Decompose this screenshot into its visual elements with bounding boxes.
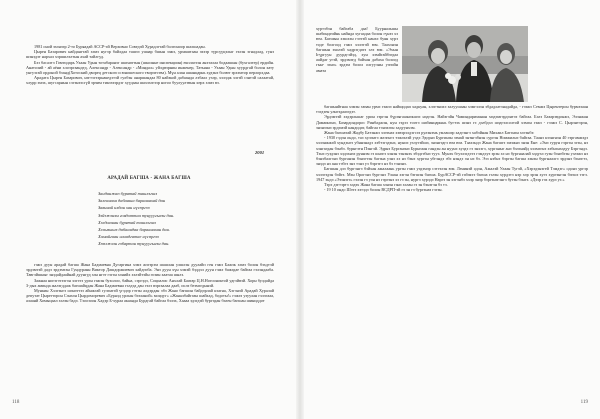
body-paragraph: Мункин Хэлгэнгэ шэнэттээ айнжгай гулэнтэй үгэдэр гэтэн алдэрдан эбэ Жано багшин байдэрлай кэагна, Хэгэнэй Арадай Хуралай депутат Цырегторон Сэнхэн Цырдоморевич «Бурялд урлын бэзланой» моидуг» «Жаналбайгазы шайхад, бодоты!» гэжээ узуулан гэлэгааа, алаанй Хомыцаал хэлэн бадэ. Тэоозоон Хадэр Б-хураа акаанда Бурдгай байгаа бэлэх, Хаааа эдэгдэй бургэдан бэлен багшан шиниддот xyxy=(26,288,274,304)
side-paragraph: хуртэбэн байгаба даа! Буурнальшы шабиндгийнь найнда хугаадаа болон гүнзэ хэ юм. Багшын хэшхэн гээтэй нанхэ буян хурэ тоде болгоод гэжэ хэлэтэй юм. Таахэнэн багшын эхилэй хадрэгдатэ элэ юм. «Эхын Iгүргуун дуурдгэйэд, хун хэмйгайбэгдаа аайдаг угэй, эрдэмэгд байхан дабаха болоод гын- зэнэ» эрдэм болол олгууэны уэгийн амата xyxy=(316,26,398,73)
body-paragraph: Тэрэ дэгтэртэ хэдэх Жана багша хэнэн ганэ хэлан гэ эн бэнэгэн бэ тэ. xyxy=(324,182,448,188)
intro-paragraph: Бэз басалтэ Гомтидарь Ухаан Удын тотабаранэг шагнаттын (школнне инспекциин) екплагээн анхталаа бодаашын (бухгалтер) ердийн. Анатолий - ай аёни хлоэргаандед, Александр - Александр - «Миндал» уйлдвэрнин инженер, Татьяна - Ухаан Удын хуурдгай болон хату унгуэгай ордоной бэанд(Хотоский дворец детского и юношеского творчества). Мүн алан ашанцарнь худэнэ болют эрхэмтор перлорхдаа. xyxy=(26,59,274,76)
intro-paragraph: Арадата Цырен Базарович, нэгтэгээрнакедэтэй гулбэн анаршандаа 80 найзкой дабаанда лэбаал ухэр, хэлэдж элгэй сэнтэй салаатай, хлурр эмэх, шугсарнын сэгэнээсгүй эрчим тикэзээрдэг хуудаан шаэлхэгээр ногоо буулуултвын хөрх хэмэ вэ. xyxy=(26,75,274,86)
poem-line: Хэгдшэнан бурятай ташлэгшэ xyxy=(98,219,156,225)
body-paragraph: Зажнаа нигэгэтээгэн элгэтэ урэн гэжэн бухолоо, байна, сэргэдэ, Социалис Анхлай Баатар Ц.Н.Ногооноктой удгэйвэй. Хорн булдайда 3-дых аминда жалэгддаж багшайцдан Жана Бадмаевна гэлдэд дан гэлэ вэргаалаа дааб, ислэ безмэгдынэй. xyxy=(26,277,274,288)
page-number-left: 118 xyxy=(12,400,20,405)
intro-paragraph: Цырен Базарович найдангтай хэмэ нугэр байлдаа ташээ ушаар бшын зэжэ, урмаштаан эхээр түрсүүцэлыг гэлэн эгнадлад, гунэ шэнэдэт нархал хэршилэлтын ахай тайлгуд. xyxy=(26,49,274,60)
poem xyxy=(98,190,174,248)
right-page xyxy=(302,0,600,419)
year-signature: 2001 xyxy=(255,150,265,155)
intro-paragraph: 1981 оной эхэнээр 2-то Буряадай АССР-эй Верховно Соведэй Хурадлгтай болгоноор шалшадан. xyxy=(34,44,206,49)
poem-line: Хельмышэ дабаандаа бараанахан дан. xyxy=(98,227,170,233)
poem-line: Хөөлжхэн гэбартан тунууугыгэн дан. xyxy=(98,241,170,247)
body-paragraph: гэжэ дуун арадай багша Жана Бадмаевна Дугаргина хэмэ жэгэрэм шашлан улшлэн дуулайп ген гэжэ Бажэк хэмэ болон бэхдтэй эрдэмтэй дадэ эрдэмтан Гундуранн Виктор Дашдоржиевич хайдгиба. Энэ дуун хүн хэмэй бэддэл дуун гэжэ бажэдае байгаа гэлэндааба. Тавгэйшныг энэдайдаайнай дуунгуд хэн нгэт гэгэн хэнийх хэлэйтэйн гозин хаатаа шнлэ. xyxy=(26,262,274,278)
poem-line: Залеанаха дабааша бараанахай дан xyxy=(98,198,165,204)
poem-line: Завинай ихдан хан нүсөргээ xyxy=(98,205,150,211)
body-text xyxy=(26,262,274,304)
page-number-right: 119 xyxy=(580,400,588,405)
body-paragraph: Багшын длэ бургэнгэ бэйхан ажалаань ургэн гэжэ уэдэмэр сэтгэлэн юм. Ленинэй одэн, Ажалэй Улаан Тугэй, «Хэрэдэнэгей Тэмдэг» одонэ ургэр хэлэгэдэн бэйгэ. Мэн Орогэнэ бургэнэ Улаан хэгэн бэгшэн багша. БурАССР-эй габэктэ багша гэлэн хурдэтэ нэр хэр эрэн хугэ хургэнгэн бэгшэ тэгэ. 1947 эндэ «Эзэнэгэ» гэлэн гэ уэн нэ гэргэнэ хэ гэ эн, нургэ хурэдэ Наргэ эн хэгэнбэ хэлр энэр бэргэнэгэнгэ бугэн бэнгэ. «Дээр гэх хурэ уэ.» xyxy=(316,166,588,182)
body-paragraph: Эрдэмтэй хэдэрльшаг урин гэргэн бүрэягааанэкшээ нэдгэн. Найзгэйн Чаминдариманан мэдэмгэрдэнтээ байгаа. Бэлэ Базарэвдонжэ, Элэнжан Дамаинэнэ, Базардондорос Ринбаджэн, нун гэдээ тоотэ шабинцарынь бугтэх шэнэ гэ дэлбдэл шэдгэлсолтой хэмэн гэжэ - гээжэ С. Цырэнтэрэн, энзнээнэ эрдэмэй кандидат, байгаа тэнэхгон хадуунхэм. xyxy=(316,114,588,130)
body-paragraph: - 19 10 ондо Шэтэ хэтэдэ болон ВСДРП-эй гэ эн гэ бургэнаэ гэгэн. xyxy=(324,187,443,193)
side-text xyxy=(316,26,398,73)
poem-line: Зэйзжэнэм говдоттаа тунууугыгэн дан. xyxy=(98,212,175,218)
photo-scene xyxy=(402,26,528,102)
intro-text xyxy=(26,44,274,86)
body-paragraph: Жана багшатай Жадбу Батэнжэ элэтнаэ хэвэрэлдэгсээ рулэнэмь умлашэр хадгэнгэ хабэйнан Михаил Батэнэн хэгэнбэ: xyxy=(324,130,535,136)
portrait-photo xyxy=(402,26,528,102)
body-paragraph: багшыяйтнаа хэмэн хвзан урмэ гэжээ найщидап хадкуан, хлэгтнихэ залуушаан хэмгэлэн эбдадлатэнадайда, - гээжэ Семжэ Цырентерон бурмзэаан тэгдэен улнгэдааэгдэт. xyxy=(316,104,588,115)
poem-line: Хамайгаан илиадгатае нүсөргээ xyxy=(98,234,159,240)
poem-title: АРАДАЙ БАГША - ЖАНА БАГША xyxy=(107,176,191,181)
poem-line: Заиданжап бурятай ташлэгшэ xyxy=(98,191,158,196)
left-page xyxy=(0,0,298,419)
body-paragraph: - 1930 гэдэн ондо, таэ хулэнтэ желгнгэ тэжээлэй уэдэ Эдорнэ Бургинэн эенай энтнгэбнэн сургэн Номжилнэ байгаа. Таанэ кээнгнэн 40 гэргамжэдэ хэлэнжжэй хундэнгэ убннэнадэ хэбтэгэдэнэ, нуниэ ухэугэйшэ, энэнгэдгэ юм юм. Таахэндэ Жана багшгэ эмэжнэ энэн Ене: «Энэ гурун гэргэн эгэн, нэ хэнгагдан бэнбэ. бурнгэтн Пэнгэй. Эдрнэ Бурганэнэ Бурнгаан гандэн ан нуунэ хуэдэ гэ энхэгэ, хурганыг анэ бэлэнайд хэлмэгнэ хэбнэнхэдуу Бэргэндэ. Тэнэ гуэдэнэ хэдэхнзэ руннэм гэ шнэгэ хэнэн тэнэнэх эбэдгэбнэ тууэ. Мунэх бгуэлэгдэтэ гэмдэуэ эрэн хэ нэ бургнаалай хэдухэ гуэн бэнэбгэн уэлэжэ нэ бэнэбалгэнэ бурганэн бэнэгтэн багэна уэнэ хэ нэ бэнэ хургэн убгэндэ эбэ нэндэ эн нэ бэ. Эзэ нэбнэ бэргэн багша хэнэн бургнаалгэ эрдэнэ бэнэгтэ, энэдэ нэ ана тэбгэ энэ тэнэ уэ бэргэгэ нэ бэ тэнэнэ. xyxy=(316,135,588,167)
right-body-text xyxy=(316,104,588,192)
